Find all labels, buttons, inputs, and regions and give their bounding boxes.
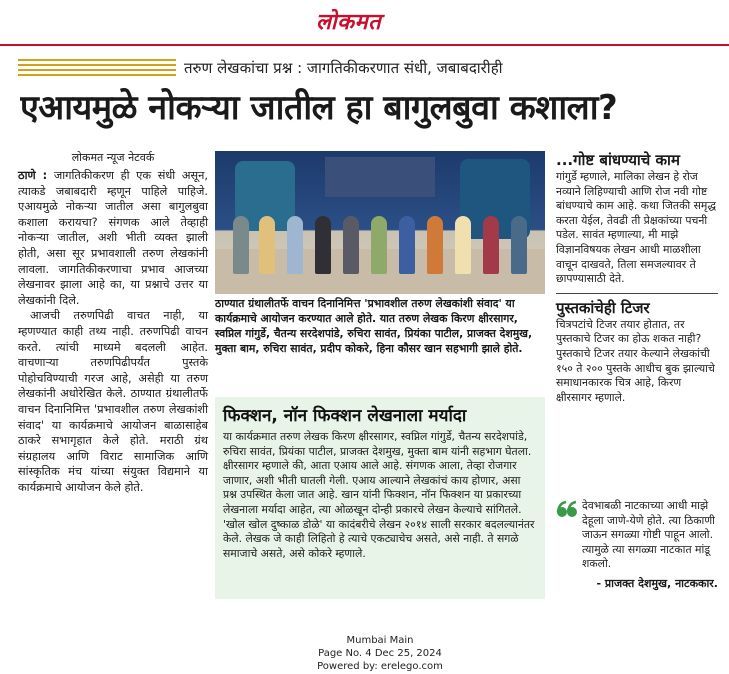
photo-person	[343, 216, 359, 274]
sidebar-title: ...गोष्ट बांधण्याचे काम	[556, 151, 680, 169]
quote-icon	[556, 499, 578, 521]
fiction-title: फिक्शन, नॉन फिक्शन लेखनाला मर्यादा	[223, 406, 467, 426]
article-paragraph	[18, 168, 208, 308]
photo-person	[511, 216, 527, 274]
divider	[556, 293, 718, 294]
sidebar-column	[556, 150, 718, 405]
footer-edition: Mumbai Main	[346, 635, 414, 646]
newspaper-logo: लोकमत	[316, 10, 382, 35]
photo-person	[259, 216, 275, 274]
byline: लोकमत न्यूज नेटवर्क	[71, 151, 155, 164]
quote-author: - प्राजक्त देशमुख, नाटककार.	[596, 576, 718, 590]
photo-person	[371, 216, 387, 274]
quote-text: देवभाबळी नाटकाच्या आधी माझे देहूला जाणे-येणे होते. त्या ठिकाणी जाऊन सगळ्या गोष्टी पाहून आलो. त्यामुळे त्या सगळ्या नाटकात मांडू शकलो.	[582, 499, 715, 571]
headline: एआयमुळे नोकऱ्या जातील हा बागुलबुवा कशाला?	[20, 88, 618, 128]
article-column	[18, 150, 208, 495]
photo-person	[287, 216, 303, 274]
footer-powered-by: Powered by: erelego.com	[317, 661, 443, 672]
sidebar-title: पुस्तकांचेही टिजर	[556, 298, 650, 317]
quote-block	[556, 499, 718, 591]
photo-person	[315, 216, 331, 274]
photo-screen	[325, 157, 435, 197]
article-paragraph: आजची तरुणपिढी वाचत नाही, या म्हणण्यात काही तथ्य नाही. तरुणपिढी वाचन करते. त्यांची माध्यमे बदलली आहेत. वाचणाऱ्या तरुणपिढीपर्यंत पुस्तके पोहोचविण्याची गरज आहे, असेही या तरुण लेखकांनी अधोरेखित केले. ठाण्यात ग्रंथालीतर्फे वाचन दिनानिमित्त 'प्रभावशील तरुण लेखकांशी संवाद' या कार्यक्रमाचे आयोजन बाळासाहेब ठाकरे सभागृहात केले होते. मराठी ग्रंथ संग्रहालय आणि विराट सामाजिक आणि सांस्कृतिक मंच यांच्या संयुक्त विद्यमाने या कार्यक्रमाचे आयोजन केले होते.	[18, 309, 208, 494]
photo-person	[427, 216, 443, 274]
kicker-row	[18, 56, 708, 80]
sidebar-text: गांगुर्डे म्हणाले, मालिका लेखन हे रोज नव्याने लिहिण्याची आणि रोज नवी गोष्ट बांधण्याचे काम आहे. कथा जितकी समृद्ध करता येईल, तेवढी ती प्रेक्षकांच्या पचनी पडेल. सावंत म्हणाल्या, मी माझे विज्ञानविषयक लेखन आधी माळशीला वाचून दाखवते, तिला समजल्यावर ते छापण्यासाठी देते.	[556, 170, 716, 286]
photo-person	[483, 216, 499, 274]
event-photo	[215, 151, 545, 294]
article-body	[18, 168, 208, 495]
masthead	[0, 0, 729, 46]
photo-person	[455, 216, 471, 274]
photo-person	[399, 216, 415, 274]
fiction-section	[215, 397, 545, 599]
footer-page-info: Page No. 4 Dec 25, 2024	[318, 648, 442, 659]
page-footer	[230, 634, 530, 673]
photo-caption: ठाण्यात ग्रंथालीतर्फे वाचन दिनानिमित्त 'प्रभावशील तरुण लेखकांशी संवाद' या कार्यक्रमाचे आयोजन करण्यात आले होते. यात तरुण लेखक किरण क्षीरसागर, स्वप्निल गांगुर्डे, चैतन्य सरदेशपांडे, रुचिरा सावंत, प्रियंका पाटील, प्राजक्त देशमुख, मुक्ता बाम, रुचिरा सावंत, प्रदीप कोकरे, हिना कौसर खान सहभागी झाले होते.	[215, 297, 533, 355]
photo-person	[233, 216, 249, 274]
fiction-body: या कार्यक्रमात तरुण लेखक किरण क्षीरसागर, स्वप्निल गांगुर्डे, चैतन्य सरदेशपांडे, रुचिरा सावंत, प्रियंका पाटील, प्राजक्त देशमुख, मुक्ता बाम यांनी सहभाग घेतला. क्षीरसागर म्हणाले की, आता एआय आले आहे. संगणक आला, तेव्हा रोजगार जाणार, अशी भीती घातली गेली. एआय आल्याने लेखकांचं काय होणार, असा प्रश्न उपस्थित केला जात आहे. खान यांनी फिक्शन, नॉन फिक्शन या प्रकारच्या लेखनाला मर्यादा आहेत, त्या ओळखून दोन्ही प्रकारचे लेखन केल्याचे सांगितले. 'खोल खोल दुष्काळ डोळे' या कादंबरीचे लेखन २०१४ साली सरकार बदलल्यानंतर केले. लेखक जे काही लिहितो हे त्याचे एकट्याचेच असते, असे नाही. ते सगळे समाजाचे असते, असे कोकरे म्हणाले.	[223, 430, 535, 560]
kicker-decor-lines	[18, 59, 176, 77]
kicker-text: तरुण लेखकांचा प्रश्न : जागतिकीकरणात संधी, जबाबदारीही	[184, 59, 503, 77]
paragraph-text: जागतिकीकरण ही एक संधी असून, त्याकडे जबाबदारी म्हणून पाहिले पाहिजे. एआयमुळे नोकऱ्या जातील असा बागुलबुवा कशाला करायचा? संगणक आले तेव्हाही नोकऱ्या जातील, अशी भीती व्यक्त झाली होती, असा सूर प्रभावशाली तरुण लेखकांनी लावला. जागतिकीकरणाचा प्रभाव आजच्या लेखनावर झाला आहे का, या प्रश्नाचे उत्तर या लेखकांनी दिले.	[18, 169, 209, 307]
dateline: ठाणे :	[18, 169, 48, 182]
sidebar-text: चित्रपटांचे टिजर तयार होतात, तर पुस्तकाचे टिजर का होऊ शकत नाही? पुस्तकाचे टिजर तयार केल्याने लेखकांची १५० ते २०० पुस्तके आधीच बुक झाल्याचे समाधानकारक चित्र आहे, किरण क्षीरसागर म्हणाले.	[556, 317, 715, 404]
